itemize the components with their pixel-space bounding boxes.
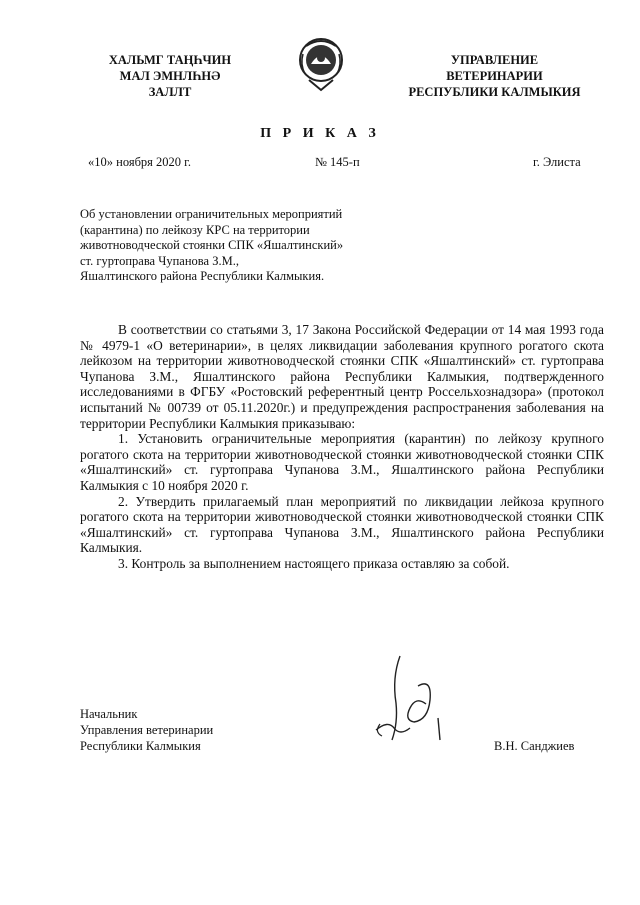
order-number: № 145-п: [315, 155, 360, 169]
position-line: Управления ветеринарии: [80, 723, 214, 737]
body-paragraph: 1. Установить ограничительные мероприятия (карантин) по лейкозу крупного рогатого скота на территории животноводческой стоянки животноводческой стоянки СПК «Яшалтинский» ст. гуртоправа Чупанова З.М., Яшалтинского района Республики Калмыкия с 10 ноября 2020 г.: [80, 431, 604, 493]
subject-line: ст. гуртоправа Чупанова З.М.,: [80, 253, 239, 268]
header-right-line: УПРАВЛЕНИЕ: [450, 53, 539, 67]
state-emblem-icon: [297, 34, 345, 94]
signatory-position: [80, 706, 213, 754]
order-city: г. Элиста: [533, 155, 581, 169]
header-left-org: [95, 52, 245, 100]
body-paragraph: 2. Утвердить прилагаемый план мероприятий по ликвидации лейкоза крупного рогатого скота на территории животноводческой стоянки животноводческой стоянки СПК «Яшалтинский» ст. гуртоправа Чупанова З.М., Яшалтинского района Республики Калмыкия.: [80, 493, 604, 556]
signatory-name: В.Н. Санджиев: [494, 739, 575, 753]
subject-line: Об установлении ограничительных мероприятий: [80, 207, 343, 221]
subject-line: животноводческой стоянки СПК «Яшалтинский»: [80, 238, 344, 252]
order-subject: [80, 207, 400, 285]
body-paragraph: 3. Контроль за выполнением настоящего приказа оставляю за собой.: [118, 555, 510, 571]
header-right-org: [392, 52, 597, 100]
subject-line: Яшалтинского района Республики Калмыкия.: [80, 269, 325, 283]
header-right-line: РЕСПУБЛИКИ КАЛМЫКИЯ: [408, 85, 581, 99]
header-left-line: ЗАЛЛТ: [148, 85, 192, 99]
subject-line: (карантина) по лейкозу КРС на территории: [80, 222, 310, 237]
position-line: Республики Калмыкия: [80, 739, 201, 753]
header-left-line: МАЛ ЭМНЛҺНӘ: [119, 69, 221, 83]
handwritten-signature: [370, 648, 450, 748]
order-date: «10» ноября 2020 г.: [88, 155, 192, 169]
header-left-line: ХАЛЬМГ ТАҢҺЧИН: [108, 53, 232, 67]
position-line: Начальник: [80, 707, 138, 721]
body-paragraph: В соответствии со статьями 3, 17 Закона Российской Федерации от 14 мая 1993 года № 4979-1 «О ветеринарии», в целях ликвидации заболевания крупного рогатого скота лейкозом на территории животноводческой стоянки СПК «Яшалтинский» ст. гуртоправа Чупанова З.М., Яшалтинского района Республики Калмыкия, подтвержденного исследованиями в ФГБУ «Ростовский референтный центр Россельхознадзора» (протокол испытаний № 00739 от 05.11.2020г.) и предупреждения распространения заболевания на территории Республики Калмыкия приказываю:: [80, 322, 604, 431]
document-title: П Р И К А З: [260, 126, 380, 141]
header-right-line: ВЕТЕРИНАРИИ: [446, 69, 543, 83]
order-body: [80, 322, 604, 572]
